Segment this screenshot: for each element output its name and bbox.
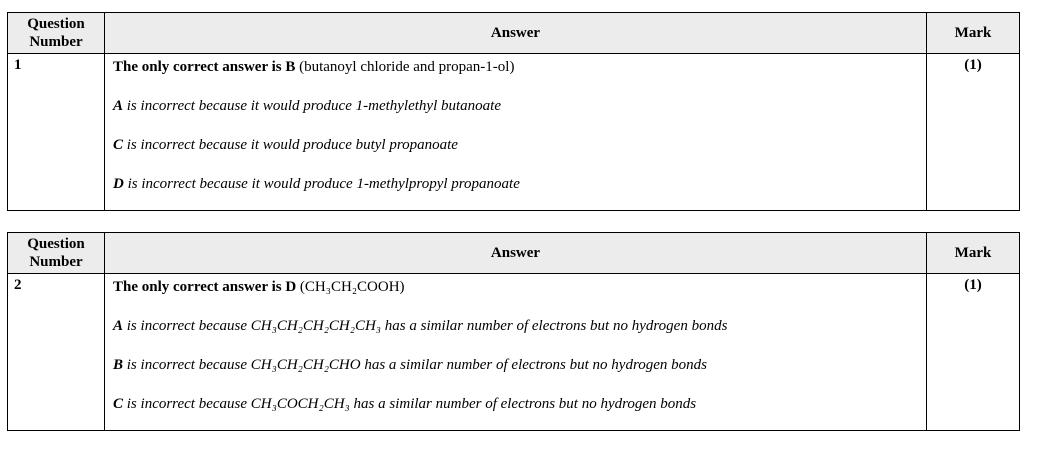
reason-letter: D xyxy=(113,176,124,192)
reason-letter: C xyxy=(113,396,124,412)
reason-suffix: has a similar number of electrons but no hydrogen bonds xyxy=(364,357,707,373)
reason-letter: B xyxy=(113,357,124,373)
reason-formula: CH₃CH₂CH₂CH₂CH₃ xyxy=(250,318,382,334)
answer-header: Answer xyxy=(105,13,927,54)
mark-value: (1) xyxy=(927,274,1020,431)
correct-answer-lead: The only correct answer is B xyxy=(113,59,296,75)
reason-suffix: has a similar number of electrons but no hydrogen bonds xyxy=(353,396,697,412)
reason-formula: CH₃CH₂CH₂CHO xyxy=(250,357,361,373)
question-1-table xyxy=(7,12,1020,211)
reason-formula: CH₃COCH₂CH₃ xyxy=(250,396,350,412)
correct-answer-detail: (butanoyl chloride and propan-1-ol) xyxy=(299,59,515,75)
correct-answer-detail: (CH₃CH₂COOH) xyxy=(299,279,405,295)
reason-letter: A xyxy=(113,98,124,114)
answer-cell xyxy=(105,54,927,211)
reason-letter: A xyxy=(113,318,124,334)
reason-suffix: has a similar number of electrons but no hydrogen bonds xyxy=(384,318,728,334)
question-number: 1 xyxy=(8,54,105,211)
reason-text: is incorrect because it would produce butyl propanoate xyxy=(126,137,458,153)
answer-cell xyxy=(105,274,927,431)
reason-prefix: is incorrect because xyxy=(126,396,248,412)
reason-letter: C xyxy=(113,137,124,153)
reason-line xyxy=(113,96,926,116)
header-row xyxy=(8,13,1020,54)
reason-prefix: is incorrect because xyxy=(126,318,248,334)
question-2-table xyxy=(7,232,1020,431)
mark-value: (1) xyxy=(927,54,1020,211)
reason-text: is incorrect because it would produce 1-methylpropyl propanoate xyxy=(127,176,520,192)
mark-header: Mark xyxy=(927,13,1020,54)
reason-line xyxy=(113,316,926,336)
question-number-header: Question Number xyxy=(8,233,105,274)
answer-row xyxy=(8,274,1020,431)
question-number-header: Question Number xyxy=(8,13,105,54)
correct-answer-lead: The only correct answer is D xyxy=(113,279,297,295)
reason-line xyxy=(113,355,926,375)
header-row xyxy=(8,233,1020,274)
reason-text: is incorrect because it would produce 1-methylethyl butanoate xyxy=(126,98,501,114)
mark-header: Mark xyxy=(927,233,1020,274)
question-number: 2 xyxy=(8,274,105,431)
correct-answer-line xyxy=(113,57,926,77)
reason-line xyxy=(113,174,926,194)
answer-header: Answer xyxy=(105,233,927,274)
reason-line xyxy=(113,135,926,155)
correct-answer-line xyxy=(113,277,926,297)
answer-row xyxy=(8,54,1020,211)
reason-prefix: is incorrect because xyxy=(126,357,248,373)
reason-line xyxy=(113,394,926,414)
